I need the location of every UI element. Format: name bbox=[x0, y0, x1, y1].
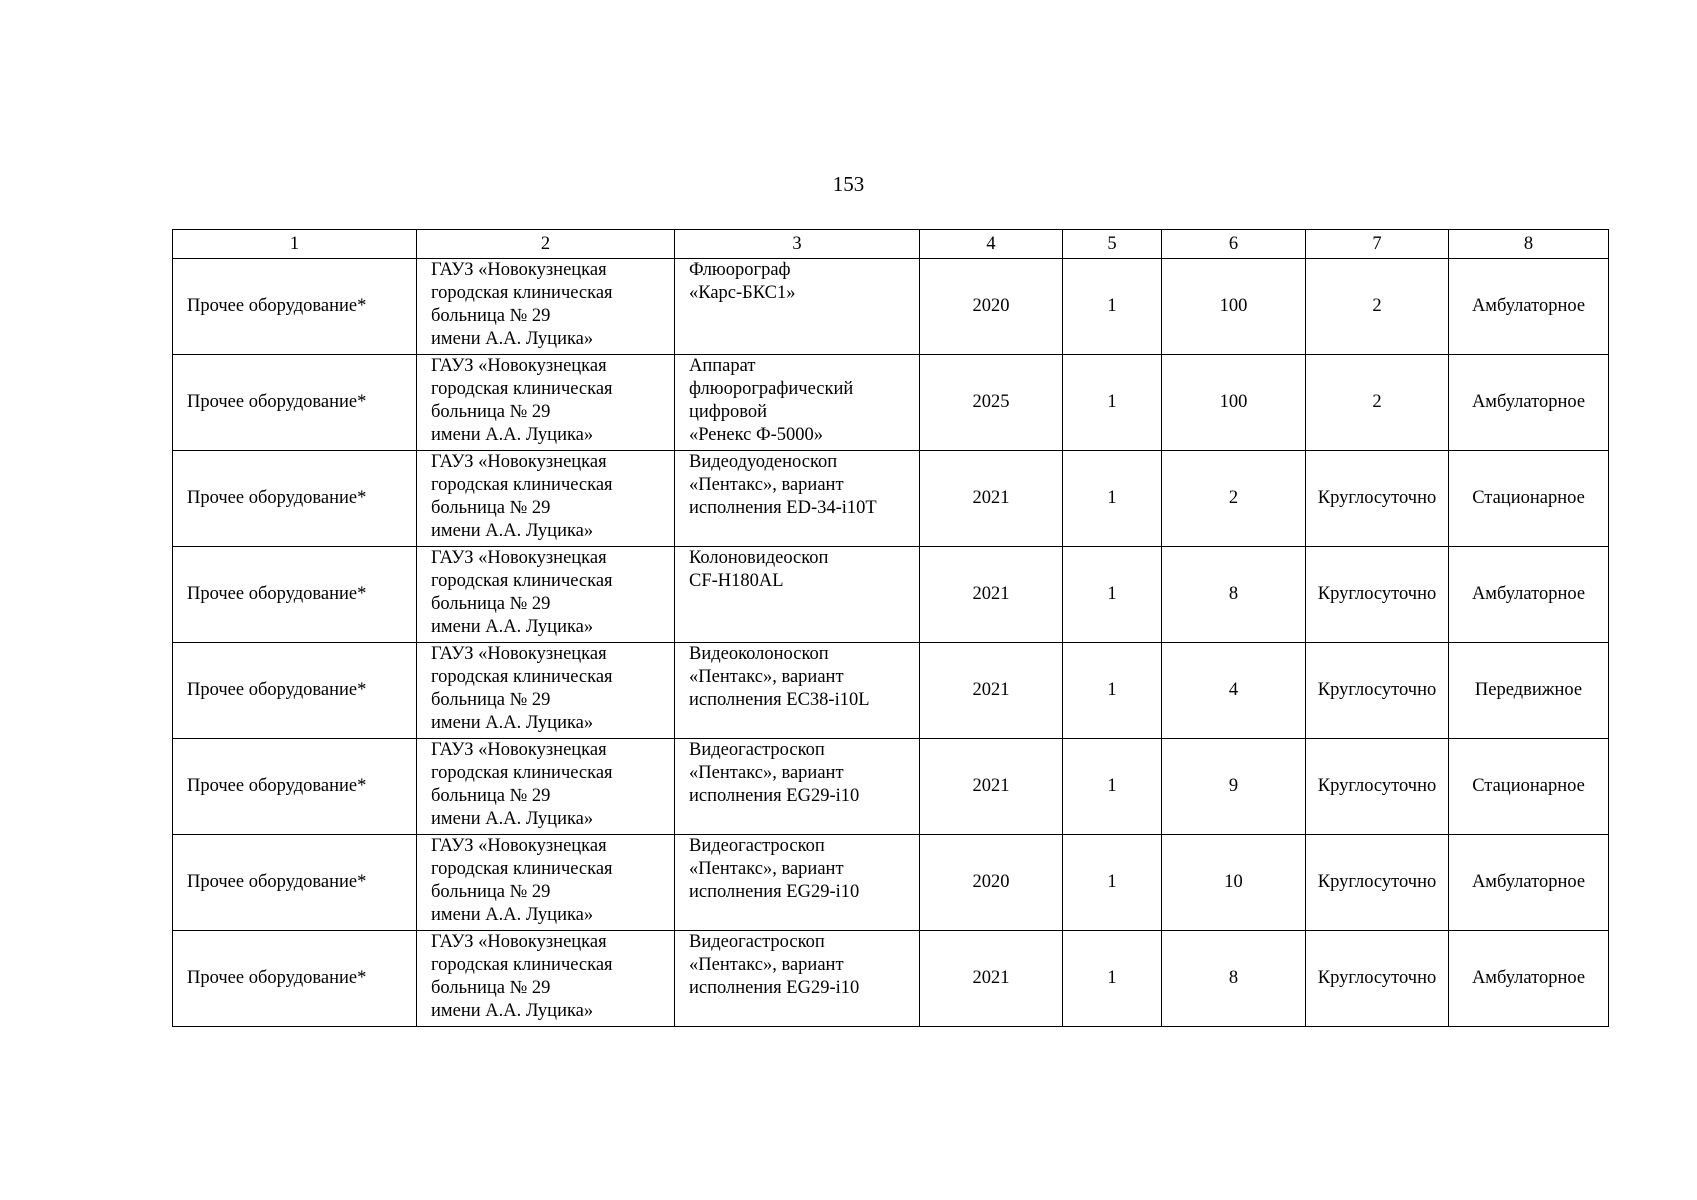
load-cell: 100 bbox=[1162, 355, 1306, 451]
header-cell-5: 5 bbox=[1063, 230, 1162, 259]
mode-cell: Круглосуточно bbox=[1306, 931, 1449, 1027]
header-cell-7: 7 bbox=[1306, 230, 1449, 259]
mode-cell: Круглосуточно bbox=[1306, 739, 1449, 835]
table-row bbox=[173, 931, 1609, 1027]
equipment-table bbox=[172, 229, 1609, 1027]
quantity-cell: 1 bbox=[1063, 643, 1162, 739]
year-cell: 2025 bbox=[920, 355, 1063, 451]
type-cell: Амбулаторное bbox=[1449, 547, 1609, 643]
category-cell: Прочее оборудование* bbox=[173, 739, 417, 835]
category-cell: Прочее оборудование* bbox=[173, 931, 417, 1027]
quantity-cell: 1 bbox=[1063, 547, 1162, 643]
load-cell: 100 bbox=[1162, 259, 1306, 355]
organization-cell: ГАУЗ «Новокузнецкая городская клиническая больница № 29 имени А.А. Луцика» bbox=[417, 835, 675, 931]
header-cell-2: 2 bbox=[417, 230, 675, 259]
category-cell: Прочее оборудование* bbox=[173, 643, 417, 739]
equipment-cell: Флюорограф «Карс-БКС1» bbox=[675, 259, 920, 355]
type-cell: Стационарное bbox=[1449, 451, 1609, 547]
table-row bbox=[173, 451, 1609, 547]
header-cell-4: 4 bbox=[920, 230, 1063, 259]
quantity-cell: 1 bbox=[1063, 931, 1162, 1027]
table-row bbox=[173, 355, 1609, 451]
table-row bbox=[173, 643, 1609, 739]
equipment-cell: Видеоколоноскоп «Пентакс», вариант исполнения EC38-i10L bbox=[675, 643, 920, 739]
table-row bbox=[173, 835, 1609, 931]
equipment-cell: Видеогастроскоп «Пентакс», вариант исполнения EG29-i10 bbox=[675, 835, 920, 931]
type-cell: Амбулаторное bbox=[1449, 355, 1609, 451]
organization-cell: ГАУЗ «Новокузнецкая городская клиническая больница № 29 имени А.А. Луцика» bbox=[417, 643, 675, 739]
quantity-cell: 1 bbox=[1063, 451, 1162, 547]
year-cell: 2021 bbox=[920, 739, 1063, 835]
table-row bbox=[173, 547, 1609, 643]
quantity-cell: 1 bbox=[1063, 835, 1162, 931]
table-row bbox=[173, 259, 1609, 355]
year-cell: 2020 bbox=[920, 835, 1063, 931]
load-cell: 2 bbox=[1162, 451, 1306, 547]
mode-cell: Круглосуточно bbox=[1306, 547, 1449, 643]
category-cell: Прочее оборудование* bbox=[173, 835, 417, 931]
header-row bbox=[173, 230, 1609, 259]
category-cell: Прочее оборудование* bbox=[173, 259, 417, 355]
load-cell: 9 bbox=[1162, 739, 1306, 835]
header-cell-3: 3 bbox=[675, 230, 920, 259]
category-cell: Прочее оборудование* bbox=[173, 451, 417, 547]
load-cell: 10 bbox=[1162, 835, 1306, 931]
quantity-cell: 1 bbox=[1063, 739, 1162, 835]
category-cell: Прочее оборудование* bbox=[173, 355, 417, 451]
organization-cell: ГАУЗ «Новокузнецкая городская клиническая больница № 29 имени А.А. Луцика» bbox=[417, 259, 675, 355]
mode-cell: Круглосуточно bbox=[1306, 451, 1449, 547]
mode-cell: Круглосуточно bbox=[1306, 835, 1449, 931]
category-cell: Прочее оборудование* bbox=[173, 547, 417, 643]
year-cell: 2021 bbox=[920, 931, 1063, 1027]
page-number: 153 bbox=[832, 172, 865, 196]
load-cell: 4 bbox=[1162, 643, 1306, 739]
equipment-cell: Видеодуоденоскоп «Пентакс», вариант исполнения ED-34-i10T bbox=[675, 451, 920, 547]
equipment-cell: Колоновидеоскоп CF-H180AL bbox=[675, 547, 920, 643]
organization-cell: ГАУЗ «Новокузнецкая городская клиническая больница № 29 имени А.А. Луцика» bbox=[417, 451, 675, 547]
year-cell: 2021 bbox=[920, 547, 1063, 643]
year-cell: 2020 bbox=[920, 259, 1063, 355]
load-cell: 8 bbox=[1162, 931, 1306, 1027]
year-cell: 2021 bbox=[920, 451, 1063, 547]
header-cell-6: 6 bbox=[1162, 230, 1306, 259]
table-row bbox=[173, 739, 1609, 835]
quantity-cell: 1 bbox=[1063, 355, 1162, 451]
type-cell: Амбулаторное bbox=[1449, 835, 1609, 931]
header-cell-1: 1 bbox=[173, 230, 417, 259]
mode-cell: 2 bbox=[1306, 355, 1449, 451]
organization-cell: ГАУЗ «Новокузнецкая городская клиническая больница № 29 имени А.А. Луцика» bbox=[417, 931, 675, 1027]
organization-cell: ГАУЗ «Новокузнецкая городская клиническая больница № 29 имени А.А. Луцика» bbox=[417, 739, 675, 835]
equipment-cell: Видеогастроскоп «Пентакс», вариант исполнения EG29-i10 bbox=[675, 931, 920, 1027]
type-cell: Амбулаторное bbox=[1449, 259, 1609, 355]
equipment-cell: Видеогастроскоп «Пентакс», вариант исполнения EG29-i10 bbox=[675, 739, 920, 835]
quantity-cell: 1 bbox=[1063, 259, 1162, 355]
type-cell: Передвижное bbox=[1449, 643, 1609, 739]
organization-cell: ГАУЗ «Новокузнецкая городская клиническая больница № 29 имени А.А. Луцика» bbox=[417, 355, 675, 451]
year-cell: 2021 bbox=[920, 643, 1063, 739]
load-cell: 8 bbox=[1162, 547, 1306, 643]
type-cell: Амбулаторное bbox=[1449, 931, 1609, 1027]
equipment-cell: Аппарат флюорографический цифровой «Ренекс Ф-5000» bbox=[675, 355, 920, 451]
type-cell: Стационарное bbox=[1449, 739, 1609, 835]
header-cell-8: 8 bbox=[1449, 230, 1609, 259]
mode-cell: 2 bbox=[1306, 259, 1449, 355]
mode-cell: Круглосуточно bbox=[1306, 643, 1449, 739]
organization-cell: ГАУЗ «Новокузнецкая городская клиническая больница № 29 имени А.А. Луцика» bbox=[417, 547, 675, 643]
